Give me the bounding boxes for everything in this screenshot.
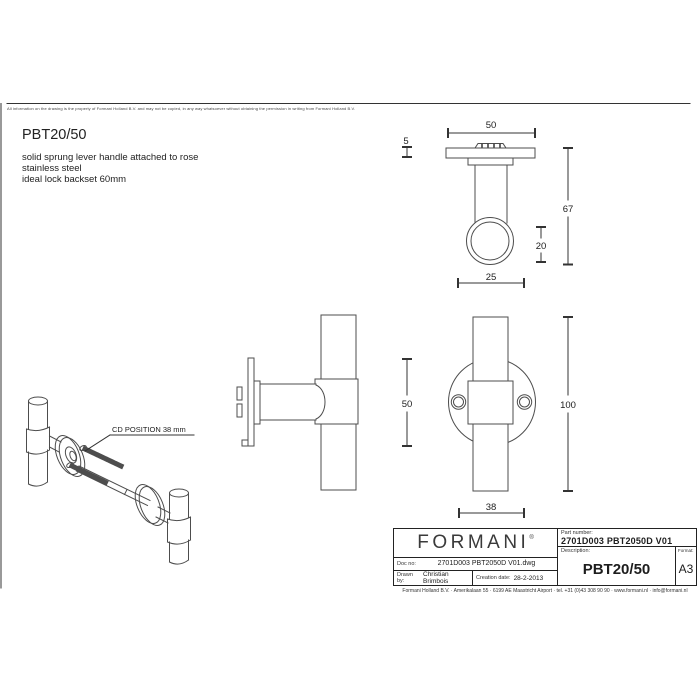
description-line: ideal lock backset 60mm (22, 174, 127, 185)
company-footer: Formani Holland B.V. · Amerikalaan 55 · 6199 AE Maastricht Airport · tel. +31 (0)43 308 90 90 · www.formani.nl · info@formani.nl (402, 588, 688, 594)
title-block-right (557, 529, 696, 585)
creation-date-value: 28-2-2013 (513, 574, 544, 582)
description-line: solid sprung lever handle attached to rose (22, 152, 199, 163)
dim-label-67: 67 (562, 204, 574, 215)
drawn-by-cell (394, 571, 472, 585)
dimension-top-rose-thickness (403, 136, 411, 157)
title-block-left (394, 529, 557, 585)
brand-logo (394, 529, 557, 558)
format-value: A3 (678, 562, 694, 576)
dimension-top-rose-diameter (448, 120, 535, 137)
dim-label-25: 25 (485, 272, 497, 283)
dimension-top-grip-diameter (458, 272, 524, 287)
dimension-front-screw-distance (459, 502, 524, 517)
description-label: Description: (561, 548, 591, 554)
part-number-cell (558, 529, 696, 547)
dimension-top-grip-bore (536, 227, 547, 262)
part-number-label: Part number: (561, 530, 593, 536)
description-line: stainless steel (22, 163, 82, 174)
dim-label-38: 38 (485, 502, 497, 513)
isometric-view-drawing (27, 397, 191, 564)
dim-label-50-top: 50 (485, 120, 497, 131)
doc-no-value: 2701D003 PBT2050D V01.dwg (437, 560, 536, 568)
dim-label-5: 5 (403, 136, 409, 147)
description-value: PBT20/50 (582, 561, 651, 578)
dim-label-100: 100 (560, 400, 576, 411)
product-title: PBT20/50 (22, 127, 87, 143)
creation-date-cell (472, 571, 557, 585)
dimension-side-rose-diameter (402, 359, 413, 446)
copyright-disclaimer: All information on the drawing is the property of Formani Holland B.V. and may not be copied, in any way whatsoever without obtaining the permission in writing from Formani Holland B.V. (7, 106, 356, 111)
top-view-drawing (446, 144, 535, 265)
cd-position-annotation (85, 425, 194, 451)
cd-position-label: CD POSITION 38 mm (112, 425, 186, 434)
format-cell (675, 547, 696, 585)
dimension-front-grip-length (560, 317, 576, 491)
drawn-by-value: Christian Brimbois (423, 571, 449, 585)
part-number-value: 2701D003 PBT2050D V01 (561, 536, 673, 546)
dimension-top-projection (563, 148, 574, 265)
title-block (393, 528, 697, 586)
format-label: Format: (678, 548, 694, 553)
doc-no-label: Doc no: (397, 560, 416, 567)
dim-label-20: 20 (535, 241, 547, 252)
registered-trademark-icon: ® (529, 534, 534, 541)
description-cell (558, 547, 675, 585)
signature-row (394, 571, 557, 585)
drawn-by-label: Drawn by: (397, 572, 413, 584)
side-view-drawing (237, 315, 358, 490)
brand-name: FORMANI (417, 531, 530, 553)
doc-number-row (394, 558, 557, 571)
creation-date-label: Creation date: (476, 575, 511, 581)
front-view-drawing (449, 317, 536, 491)
dim-label-50-side: 50 (401, 399, 413, 410)
